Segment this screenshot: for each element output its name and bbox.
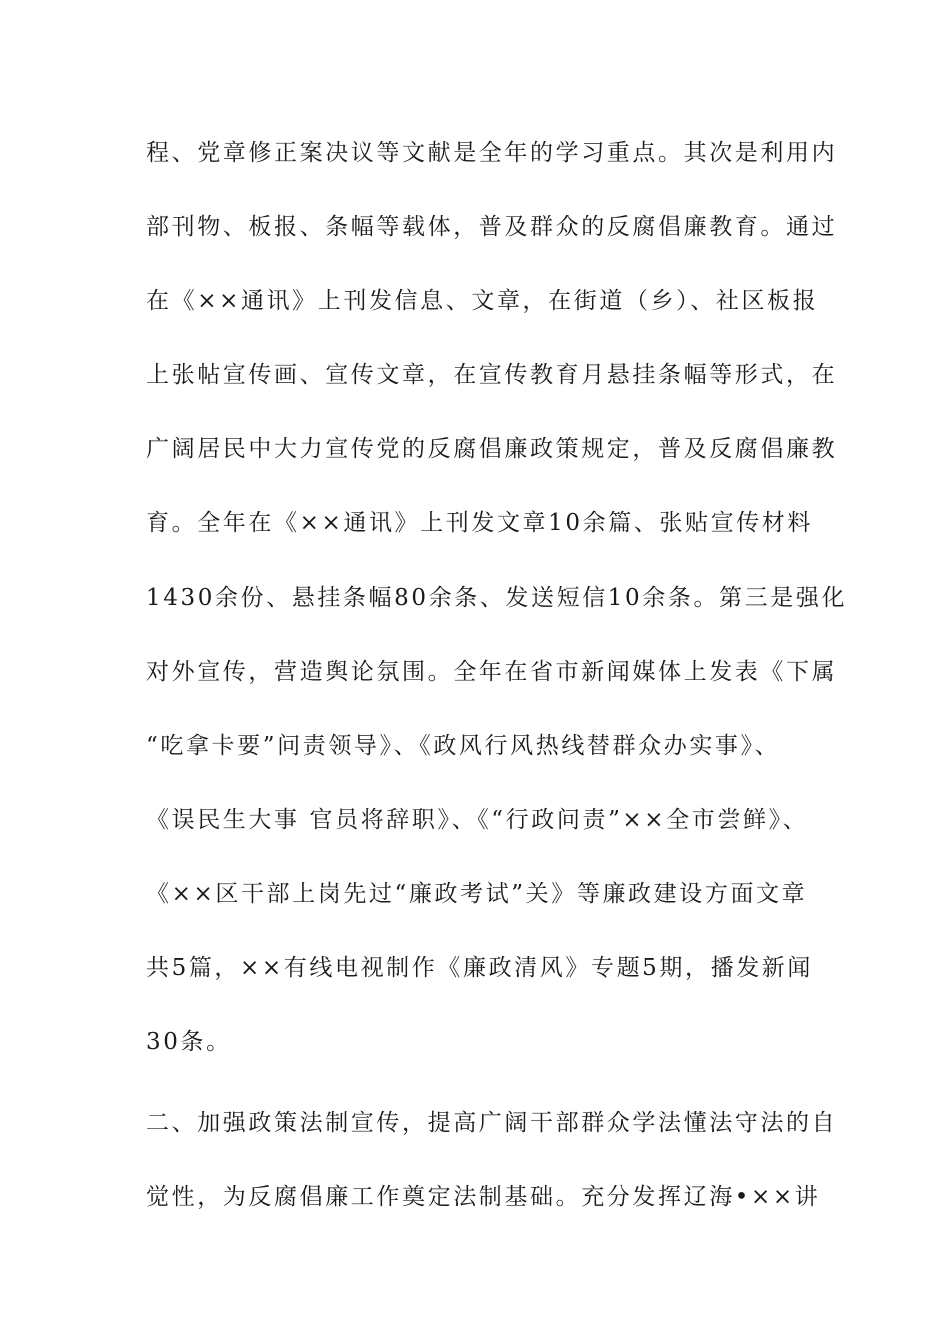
paragraph-heading-line: 二、加强政策法制宣传，提高广阔干部群众学法懂法守法的自 bbox=[146, 1110, 838, 1136]
text-line: 部刊物、板报、条幅等载体，普及群众的反腐倡廉教育。通过 bbox=[146, 214, 838, 240]
text-line: 育。全年在《××通讯》上刊发文章10余篇、张贴宣传材料 bbox=[146, 510, 814, 536]
text-line: 广阔居民中大力宣传党的反腐倡廉政策规定，普及反腐倡廉教 bbox=[146, 436, 838, 462]
text-line: “吃拿卡要”问责领导》、《政风行风热线替群众办实事》、 bbox=[146, 733, 781, 759]
text-line: 对外宣传，营造舆论氛围。全年在省市新闻媒体上发表《下属 bbox=[146, 659, 838, 685]
text-line: 程、党章修正案决议等文献是全年的学习重点。其次是利用内 bbox=[146, 140, 838, 166]
text-line: 在《××通讯》上刊发信息、文章，在街道（乡）、社区板报 bbox=[146, 288, 819, 314]
text-line: 觉性，为反腐倡廉工作奠定法制基础。充分发挥辽海•××讲 bbox=[146, 1184, 821, 1210]
text-line: 1430余份、悬挂条幅80余条、发送短信10余条。第三是强化 bbox=[146, 585, 848, 611]
text-line: 共5篇，××有线电视制作《廉政清风》专题5期，播发新闻 bbox=[146, 955, 814, 981]
text-line: 《××区干部上岗先过“廉政考试”关》等廉政建设方面文章 bbox=[146, 881, 808, 907]
text-line: 30条。 bbox=[146, 1029, 232, 1055]
text-line: 《误民生大事 官员将辞职》、《“行政问责”××全市尝鲜》、 bbox=[146, 807, 809, 833]
text-line: 上张帖宣传画、宣传文章，在宣传教育月悬挂条幅等形式，在 bbox=[146, 362, 838, 388]
